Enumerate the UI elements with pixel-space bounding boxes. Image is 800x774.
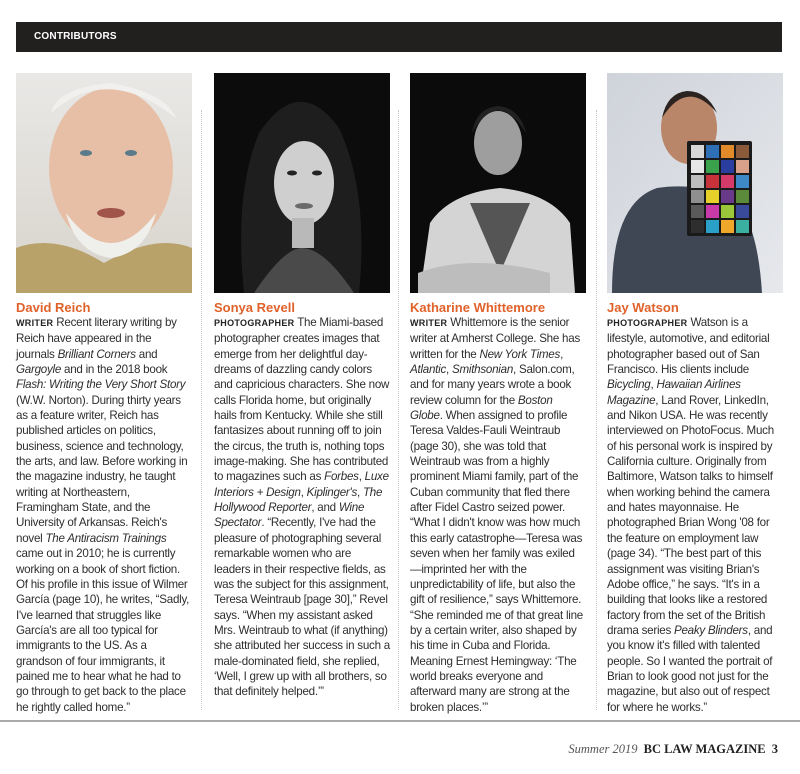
bio-text: , Salon.com, and for many years wrote a book review column for the bbox=[410, 363, 575, 407]
contributor-role: PHOTOGRAPHER bbox=[214, 318, 295, 328]
color-swatch bbox=[721, 190, 734, 203]
color-swatch bbox=[691, 220, 704, 233]
bio-text: , and you know it's filled with talented people. So I wanted the portrait of Brian to look good not just for the magazine, but also out of respect for where he works.” bbox=[607, 623, 773, 714]
color-swatch bbox=[706, 220, 719, 233]
bottom-rule bbox=[0, 720, 800, 722]
column-divider bbox=[596, 110, 597, 710]
bio-text: , bbox=[358, 470, 365, 484]
publication-title: The Antiracism Trainings bbox=[45, 531, 167, 545]
bio-text: , bbox=[357, 485, 363, 499]
color-swatch bbox=[691, 190, 704, 203]
contributor-role: WRITER bbox=[410, 318, 448, 328]
publication-title: Atlantic bbox=[410, 363, 447, 377]
bio-text: (W.W. Norton). During thirty years as a feature writer, Reich has published articles on politics, business, science and technology, the arts, and law. Before working in the magazine industry, he taught writing at Northeastern, Framingham State, and the University of Arkansas. Reich's novel bbox=[16, 393, 188, 545]
bio-text: Recent literary writing by Reich have appeared in the journals bbox=[16, 316, 177, 361]
contributor-katharine-whittemore bbox=[410, 73, 586, 715]
bio-text: , bbox=[560, 347, 564, 361]
column-divider bbox=[201, 110, 202, 710]
publication-title: The Hollywood Reporter bbox=[214, 485, 383, 515]
publication-title: Kiplinger's bbox=[306, 485, 358, 499]
contributor-sonya-revell bbox=[214, 73, 390, 700]
color-swatch bbox=[706, 160, 719, 173]
publication-title: Smithsonian bbox=[451, 363, 514, 377]
bio-text: The Miami-based photographer creates images that emerge from her delightful day-dreams of dazzling candy colors and capricious characters. She now calls Florida home, but originally hails from Kentucky. While she still fantasizes about running off to join the circus, the truth is, nothing tops image-making. She has contributed to magazines such as bbox=[214, 316, 390, 484]
color-swatch bbox=[721, 205, 734, 218]
color-swatch bbox=[706, 145, 719, 158]
bio-text: and bbox=[135, 347, 158, 361]
portrait-photo bbox=[410, 73, 586, 293]
color-swatch bbox=[706, 175, 719, 188]
bio-text: , Land Rover, LinkedIn, and Nikon USA. He was recently interviewed on PhotoFocus. Much of his personal work is inspired by California culture. Originally from Baltimore, Watson talks to himself when working behind the camera and hates mayonnaise. He photographed Brian Wong '08 for the feature on employment law (page 34). “The best part of this assignment was visiting Brian's Adobe office,” he says. “It's in a building that looks like a restored factory from the set of the British drama series bbox=[607, 393, 774, 637]
color-swatch bbox=[736, 160, 749, 173]
bio-text: Watson is a lifestyle, automotive, and editorial photographer based out of San Francisco. His clients include bbox=[607, 316, 770, 377]
publication-title: Brilliant Corners bbox=[57, 347, 136, 361]
color-swatch bbox=[736, 190, 749, 203]
color-swatch bbox=[721, 175, 734, 188]
publication-title: New York Times bbox=[479, 347, 561, 361]
contributor-name: Jay Watson bbox=[607, 300, 679, 315]
publication-title: Flash: Writing the Very Short Story bbox=[16, 378, 186, 392]
bio-text: . When assigned to profile Teresa Valdes-Fauli Weintraub (page 30), she was told that Weintraub was from a highly prominent Miami family, part of the Cuban community that fled there after Fidel Castro seized power. “What I didn't know was how much this early catastrophe—Teresa was seven when her family was exiled—imprinted her with the unpredictability of life, but also the gift of resilience,” says Whittemore. “She reminded me of that great line by a certain writer, also shaped by his time in Cuba and Florida. Meaning Ernest Hemingway: ‘The world breaks everyone and afterward many are strong at the broken places.’” bbox=[410, 409, 583, 714]
section-header-bar bbox=[16, 22, 782, 52]
contributor-role: PHOTOGRAPHER bbox=[607, 318, 688, 328]
color-swatch bbox=[736, 220, 749, 233]
color-swatch bbox=[721, 160, 734, 173]
publication-title: Gargoyle bbox=[16, 363, 62, 377]
color-swatch bbox=[706, 205, 719, 218]
color-swatch bbox=[691, 160, 704, 173]
contributor-name: Katharine Whittemore bbox=[410, 300, 546, 315]
publication-title: Wine Spectator bbox=[214, 501, 365, 530]
bio-text: , and bbox=[311, 501, 339, 515]
color-swatch bbox=[721, 145, 734, 158]
bio-text: came out in 2010; he is currently working on a book of short fiction. Of his profile in this issue of Wilmer García (page 10), he writes, “Sadly, I've learned that struggles like García's are all too typical for immigrants to the US. As a grandson of four immigrants, it pained me to hear what he had to go through to get back to the place he rightly called home.” bbox=[16, 547, 190, 714]
color-swatch bbox=[721, 220, 734, 233]
contributor-bio bbox=[607, 315, 783, 715]
page-number: 3 bbox=[771, 742, 778, 756]
publication-title: Hawaiian Airlines Magazine bbox=[607, 378, 741, 407]
contributor-bio bbox=[214, 315, 390, 700]
publication-title: Boston Globe bbox=[410, 393, 553, 423]
publication-title: Bicycling bbox=[607, 378, 651, 392]
contributor-jay-watson bbox=[607, 73, 783, 715]
portrait-photo bbox=[214, 73, 390, 293]
contributor-bio bbox=[16, 315, 192, 715]
portrait-photo bbox=[16, 73, 192, 293]
contributor-name: Sonya Revell bbox=[214, 300, 295, 315]
color-swatch bbox=[706, 190, 719, 203]
color-swatch bbox=[691, 175, 704, 188]
color-swatch bbox=[736, 175, 749, 188]
contributor-bio bbox=[410, 315, 586, 715]
contributor-role: WRITER bbox=[16, 318, 54, 328]
portrait-photo bbox=[607, 73, 783, 293]
bio-text: , bbox=[446, 363, 452, 377]
bio-text: . “Recently, I've had the pleasure of photographing several remarkable women who are leaders in their respective fields, as was the subject for this assignment, Teresa Weintraub [page 30],” Revel says. “When my assistant asked Mrs. Weintraub to what (if anything) she attributed her success in such a male-dominated field, she replied, ‘Well, I grew up with all brothers, so that definitely helped.’” bbox=[214, 516, 390, 699]
color-swatch bbox=[691, 145, 704, 158]
color-swatch bbox=[736, 205, 749, 218]
bio-text: and in the 2018 book bbox=[61, 363, 168, 377]
column-divider bbox=[398, 110, 399, 710]
publication-title: Forbes bbox=[324, 470, 359, 484]
publication-title: Peaky Blinders bbox=[673, 623, 748, 637]
contributor-name: David Reich bbox=[16, 300, 91, 315]
issue-date: Summer 2019 bbox=[568, 742, 638, 756]
contributor-david-reich bbox=[16, 73, 192, 715]
publication-title: Luxe Interiors + Design bbox=[214, 470, 389, 499]
magazine-title: BC LAW MAGAZINE bbox=[643, 742, 766, 756]
bio-text: , bbox=[650, 378, 657, 392]
section-title: CONTRIBUTORS bbox=[34, 31, 117, 42]
color-swatch bbox=[736, 145, 749, 158]
bio-text: , bbox=[300, 485, 307, 499]
color-swatch bbox=[691, 205, 704, 218]
bio-text: Whittemore is the senior writer at Amherst College. She has written for the bbox=[410, 316, 580, 361]
page-footer bbox=[568, 742, 778, 757]
